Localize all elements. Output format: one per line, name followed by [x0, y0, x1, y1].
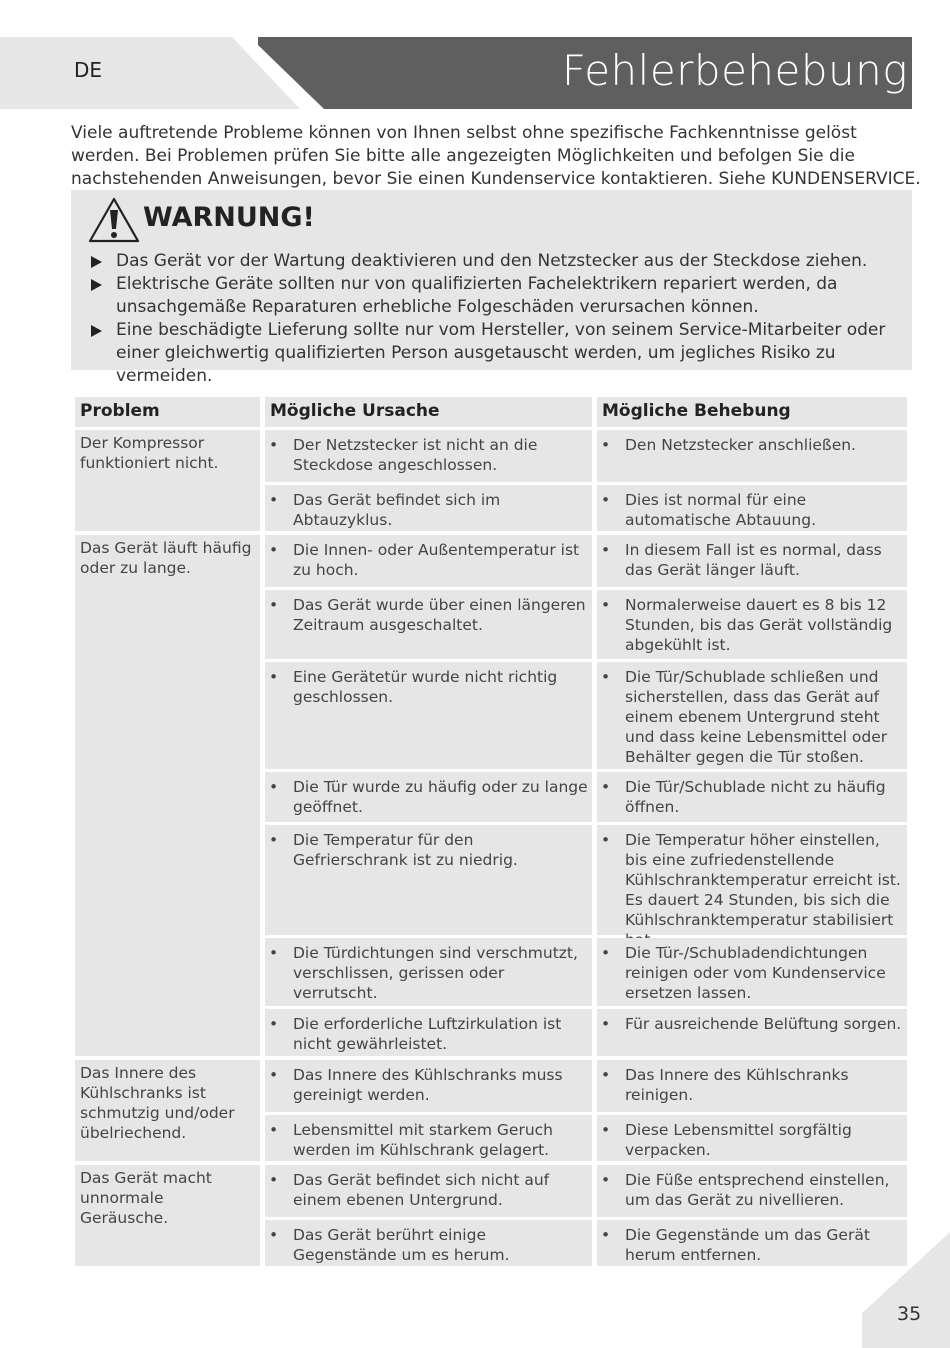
bullet-text: In diesem Fall ist es normal, dass das Gerät länger läuft. — [625, 541, 882, 579]
bullet-text: Die Tür wurde zu häufig oder zu lange geöffnet. — [293, 778, 588, 816]
bullet-dot: • — [269, 596, 279, 614]
bullet-dot: • — [269, 1015, 279, 1033]
bullet-text: Das Gerät berührt einige Gegenstände um es herum. — [293, 1226, 510, 1264]
cause-cell — [265, 590, 592, 659]
bullet-dot: • — [269, 668, 279, 686]
cause-cell — [265, 1220, 592, 1266]
bullet-dot: • — [269, 541, 279, 559]
bullet-text: Die Füße entsprechend einstellen, um das Gerät zu nivellieren. — [625, 1171, 890, 1209]
cause-cell — [265, 1165, 592, 1217]
bullet-text: Für ausreichende Belüftung sorgen. — [625, 1015, 902, 1033]
warning-item: Eine beschädigte Lieferung sollte nur vom Hersteller, von seinem Service-Mitarbeiter oder einer gleichwertig qualifizierten Person ausgetauscht werden, um jegliches Risiko zu vermeiden. — [89, 319, 909, 388]
bullet-dot: • — [601, 944, 611, 962]
problem-cell: Das Gerät macht unnormale Geräusche. — [75, 1165, 260, 1266]
remedy-cell — [597, 662, 907, 769]
cause-cell — [265, 825, 592, 935]
problem-cell: Das Innere des Kühlschranks ist schmutzig und/oder übelriechend. — [75, 1060, 260, 1161]
bullet-dot: • — [269, 1066, 279, 1084]
bullet-text: Die Temperatur für den Gefrierschrank ist zu niedrig. — [293, 831, 518, 869]
language-label: DE — [74, 58, 103, 82]
remedy-cell — [597, 1115, 907, 1161]
bullet-text: Der Netzstecker ist nicht an die Steckdose angeschlossen. — [293, 436, 538, 474]
bullet-dot: • — [269, 436, 279, 454]
bullet-text: Die Innen- oder Außentemperatur ist zu hoch. — [293, 541, 580, 579]
intro-paragraph: Viele auftretende Probleme können von Ihnen selbst ohne spezifische Fachkenntnisse gelöst werden. Bei Problemen prüfen Sie bitte alle angezeigten Möglichkeiten und befolgen Sie die nachstehenden Anweisungen, bevor Sie einen Kundenservice kontaktieren. Siehe KUNDENSERVICE. — [71, 123, 921, 189]
remedy-cell — [597, 1060, 907, 1112]
remedy-cell — [597, 430, 907, 482]
bullet-text: Die Türdichtungen sind verschmutzt, verschlissen, gerissen oder verrutscht. — [293, 944, 578, 1002]
cause-cell — [265, 938, 592, 1006]
bullet-dot: • — [601, 1015, 611, 1033]
bullet-text: Eine Gerätetür wurde nicht richtig geschlossen. — [293, 668, 558, 706]
bullet-dot: • — [269, 1171, 279, 1189]
remedy-cell — [597, 1165, 907, 1217]
problem-header: Problem — [75, 397, 260, 427]
cause-cell — [265, 430, 592, 482]
bullet-dot: • — [601, 436, 611, 454]
bullet-dot: • — [269, 778, 279, 796]
cause-cell — [265, 1115, 592, 1161]
cause-cell — [265, 485, 592, 531]
bullet-dot: • — [269, 1121, 279, 1139]
warning-box — [71, 190, 912, 386]
bullet-dot: • — [601, 1171, 611, 1189]
bullet-dot: • — [601, 596, 611, 614]
bullet-text: Die Temperatur höher einstellen, bis eine zufriedenstellende Kühlschranktemperatur erreicht ist. Es dauert 24 Stunden, bis sich die Kühlschranktemperatur stabilisiert — [625, 831, 901, 929]
cause-header: Mögliche Ursache — [265, 397, 592, 427]
remedy-header: Mögliche Behebung — [597, 397, 907, 427]
remedy-cell — [597, 535, 907, 587]
remedy-cell — [597, 938, 907, 1006]
bullet-dot: • — [601, 778, 611, 796]
cause-cell — [265, 535, 592, 587]
bullet-dot: • — [601, 491, 611, 509]
bullet-text: Die Gegenstände um das Gerät herum entfernen. — [625, 1226, 870, 1264]
bullet-dot: • — [269, 944, 279, 962]
warning-icon — [87, 196, 141, 244]
bullet-text: Die erforderliche Luftzirkulation ist nicht gewährleistet. — [293, 1015, 562, 1053]
remedy-cell — [597, 590, 907, 659]
warning-list — [89, 250, 909, 388]
bullet-text: Das Innere des Kühlschranks muss gereinigt werden. — [293, 1066, 563, 1104]
bullet-text: Das Gerät wurde über einen längeren Zeitraum ausgeschaltet. — [293, 596, 586, 634]
page-title: Fehlerbehebung — [561, 46, 908, 95]
bullet-dot: • — [269, 1226, 279, 1244]
bullet-dot: • — [601, 831, 611, 849]
cause-cell — [265, 1009, 592, 1056]
remedy-cell — [597, 772, 907, 822]
warning-title: WARNUNG! — [143, 202, 315, 233]
bullet-dot: • — [601, 1121, 611, 1139]
bullet-text: Dies ist normal für eine automatische Abtauung. — [625, 491, 817, 529]
bullet-dot: • — [601, 541, 611, 559]
remedy-cell — [597, 485, 907, 531]
warning-item: Das Gerät vor der Wartung deaktivieren und den Netzstecker aus der Steckdose ziehen. — [89, 250, 909, 273]
header-tab-left — [0, 37, 300, 109]
cause-cell — [265, 772, 592, 822]
bullet-text: Den Netzstecker anschließen. — [625, 436, 856, 454]
page-number: 35 — [897, 1303, 922, 1325]
remedy-cell — [597, 1220, 907, 1266]
remedy-cell — [597, 1009, 907, 1056]
cause-cell — [265, 1060, 592, 1112]
bullet-dot: • — [601, 668, 611, 686]
bullet-text: Die Tür/Schublade schließen und sicherstellen, dass das Gerät auf einem ebenem Untergrund steht und dass keine Lebensmittel oder Behälter gegen die Tür stoßen. — [625, 668, 888, 766]
remedy-cell — [597, 825, 907, 935]
problem-cell: Das Gerät läuft häufig oder zu lange. — [75, 535, 260, 1056]
bullet-text: Lebensmittel mit starkem Geruch werden im Kühlschrank gelagert. — [293, 1121, 554, 1159]
bullet-text: Die Tür/Schublade nicht zu häufig öffnen. — [625, 778, 886, 816]
bullet-text: Diese Lebensmittel sorgfältig verpacken. — [625, 1121, 852, 1159]
bullet-dot: • — [601, 1066, 611, 1084]
bullet-text: Das Gerät befindet sich im Abtauzyklus. — [293, 491, 501, 529]
warning-item: Elektrische Geräte sollten nur von qualifizierten Fachelektrikern repariert werden, da unsachgemäße Reparaturen erhebliche Folgeschäden verursachen können. — [89, 273, 909, 319]
bullet-text: Das Gerät befindet sich nicht auf einem ebenen Untergrund. — [293, 1171, 550, 1209]
cause-cell — [265, 662, 592, 769]
bullet-text: Das Innere des Kühlschranks reinigen. — [625, 1066, 849, 1104]
problem-cell: Der Kompressor funktioniert nicht. — [75, 430, 260, 531]
bullet-text: Die Tür-/Schubladendichtungen reinigen oder vom Kundenservice ersetzen lassen. — [625, 944, 886, 1002]
bullet-dot: • — [601, 1226, 611, 1244]
bullet-dot: • — [269, 491, 279, 509]
bullet-text: Normalerweise dauert es 8 bis 12 Stunden, bis das Gerät vollständig abgekühlt ist. — [625, 596, 893, 654]
bullet-dot: • — [269, 831, 279, 849]
